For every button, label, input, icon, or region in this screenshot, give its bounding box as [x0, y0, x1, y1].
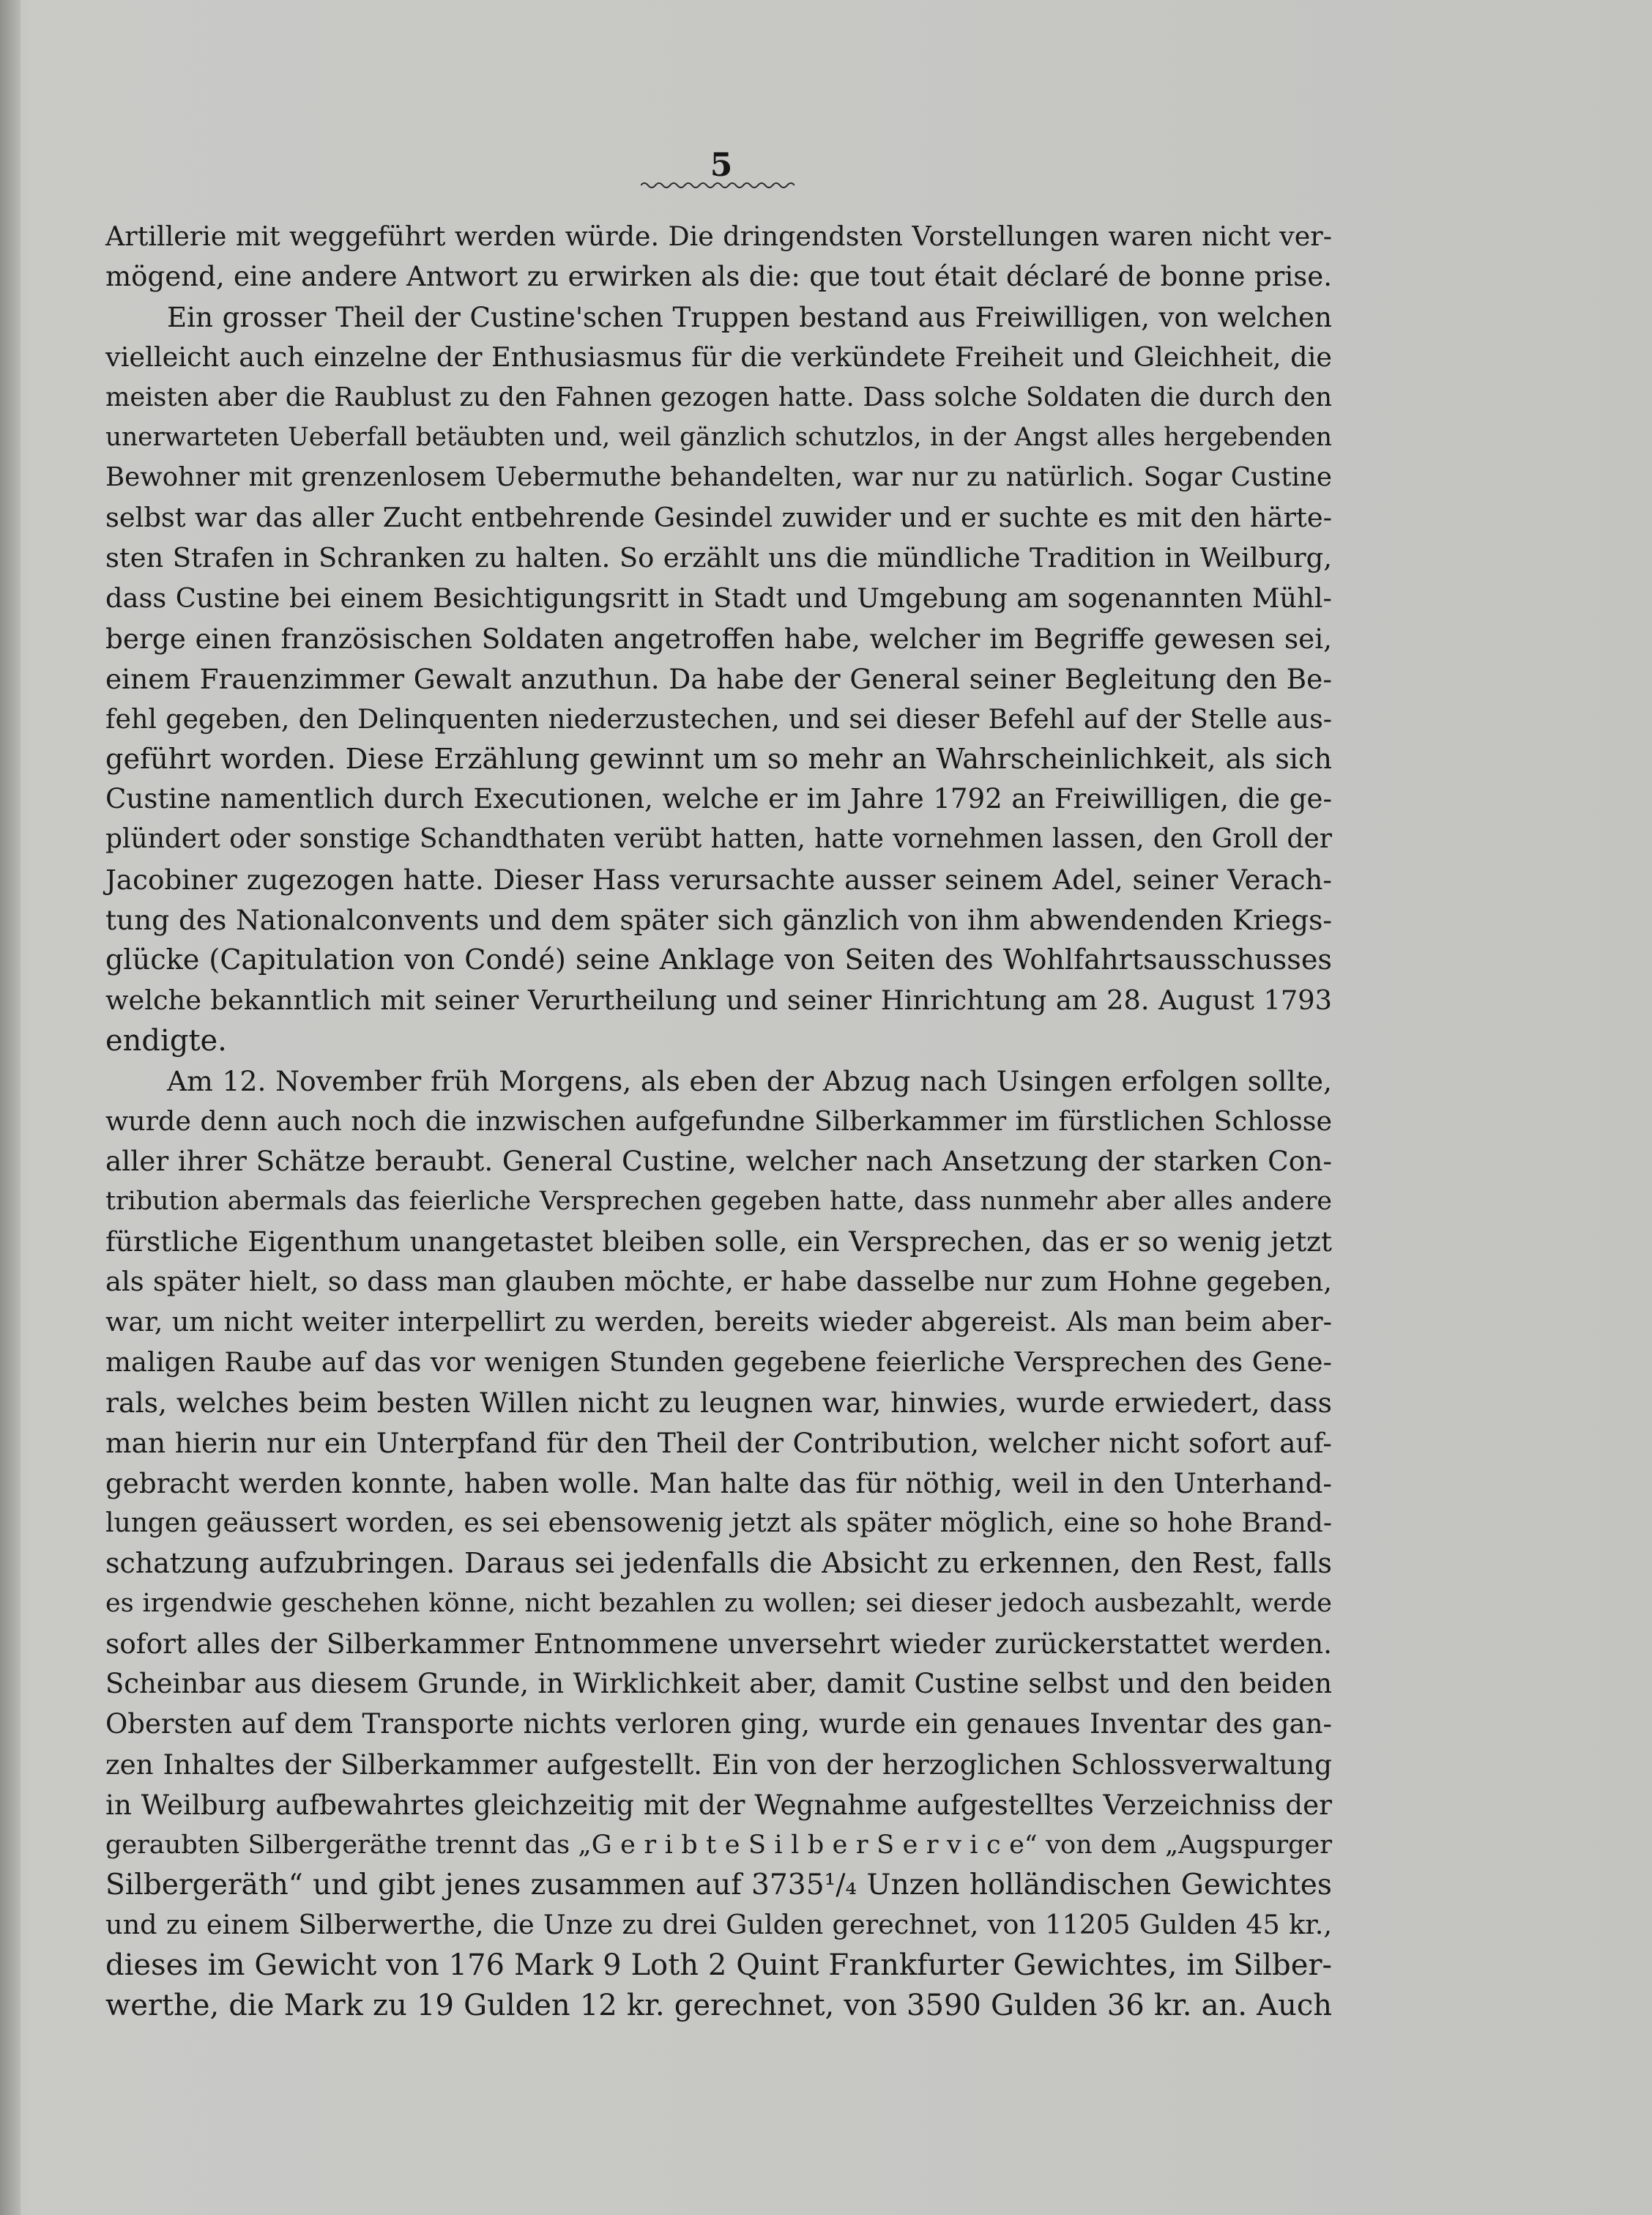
text-line: unerwarteten Ueberfall betäubten und, weil gänzlich schutzlos, in der Angst alles hergebenden — [105, 423, 1332, 453]
text-line: rals, welches beim besten Willen nicht zu leugnen war, hinwies, wurde erwiedert, dass — [105, 1386, 1332, 1419]
text-line: berge einen französischen Soldaten angetroffen habe, welcher im Begriffe gewesen sei, — [105, 622, 1332, 655]
text-line: aller ihrer Schätze beraubt. General Custine, welcher nach Ansetzung der starken Con- — [105, 1145, 1332, 1178]
text-line: Artillerie mit weggeführt werden würde. Die dringendsten Vorstellungen waren nicht ver- — [105, 220, 1332, 252]
wavy-rule-ornament — [641, 180, 795, 190]
text-line: geraubten Silbergeräthe trennt das „G e r i b t e S i l b e r S e r v i c e“ von dem „Augspurger — [105, 1829, 1332, 1860]
text-line: gebracht werden konnte, haben wolle. Man halte das für nöthig, weil in den Unterhand- — [105, 1466, 1332, 1499]
text-line: werthe, die Mark zu 19 Gulden 12 kr. gerechnet, von 3590 Gulden 36 kr. an. Auch — [105, 1989, 1332, 2023]
text-line: tung des Nationalconvents und dem später sich gänzlich von ihm abwendenden Kriegs- — [105, 904, 1332, 937]
text-line: Ein grosser Theil der Custine'schen Truppen bestand aus Freiwilligen, von welchen — [167, 300, 1332, 333]
text-line: mögend, eine andere Antwort zu erwirken als die: que tout était déclaré de bonne prise. — [105, 260, 1332, 292]
text-line: meisten aber die Raublust zu den Fahnen gezogen hatte. Dass solche Soldaten die durch den — [105, 382, 1332, 412]
body-text — [105, 217, 1332, 2026]
text-line: zen Inhaltes der Silberkammer aufgestellt. Ein von der herzoglichen Schlossverwaltung — [105, 1748, 1332, 1781]
text-line: tribution abermals das feierliche Versprechen gegeben hatte, dass nunmehr aber alles andere — [105, 1187, 1332, 1217]
text-line: dass Custine bei einem Besichtigungsritt in Stadt und Umgebung am sogenannten Mühl- — [105, 582, 1332, 615]
text-line: Custine namentlich durch Executionen, welche er im Jahre 1792 an Freiwilligen, die ge- — [105, 783, 1332, 815]
text-line: als später hielt, so dass man glauben möchte, er habe dasselbe nur zum Hohne gegeben, — [105, 1266, 1332, 1298]
text-line: wurde denn auch noch die inzwischen aufgefundne Silberkammer im fürstlichen Schlosse — [105, 1105, 1332, 1137]
page-number: 5 — [710, 146, 733, 184]
text-line: plündert oder sonstige Schandthaten verübt hatten, hatte vornehmen lassen, den Groll der — [105, 824, 1332, 855]
text-line: fürstliche Eigenthum unangetastet bleiben solle, ein Versprechen, das er so wenig jetzt — [105, 1225, 1332, 1258]
text-line: Jacobiner zugezogen hatte. Dieser Hass verursachte ausser seinem Adel, seiner Verach- — [105, 864, 1332, 897]
text-line: endigte. — [105, 1023, 227, 1058]
text-line: maligen Raube auf das vor wenigen Stunden gegebene feierliche Versprechen des Gene- — [105, 1346, 1332, 1378]
text-line: welche bekanntlich mit seiner Verurtheilung und seiner Hinrichtung am 28. August 1793 — [105, 984, 1332, 1016]
text-line: einem Frauenzimmer Gewalt anzuthun. Da habe der General seiner Begleitung den Be- — [105, 662, 1332, 695]
text-line: sten Strafen in Schranken zu halten. So erzählt uns die mündliche Tradition in Weilburg, — [105, 542, 1332, 574]
text-line: in Weilburg aufbewahrtes gleichzeitig mit der Wegnahme aufgestelltes Verzeichniss der — [105, 1788, 1332, 1821]
text-line: Am 12. November früh Morgens, als eben der Abzug nach Usingen erfolgen sollte, — [167, 1064, 1332, 1097]
text-line: und zu einem Silberwerthe, die Unze zu drei Gulden gerechnet, von 11205 Gulden 45 kr., — [105, 1909, 1332, 1941]
text-line: Bewohner mit grenzenlosem Uebermuthe behandelten, war nur zu natürlich. Sogar Custine — [105, 462, 1332, 493]
text-line: geführt worden. Diese Erzählung gewinnt um so mehr an Wahrscheinlichkeit, als sich — [105, 743, 1332, 776]
text-line: es irgendwie geschehen könne, nicht bezahlen zu wollen; sei dieser jedoch ausbezahlt, werde — [105, 1589, 1332, 1619]
text-line: glücke (Capitulation von Condé) seine Anklage von Seiten des Wohlfahrtsausschusses — [105, 944, 1332, 977]
text-line: war, um nicht weiter interpellirt zu werden, bereits wieder abgereist. Als man beim aber- — [105, 1306, 1332, 1338]
text-line: fehl gegeben, den Delinquenten niederzustechen, und sei dieser Befehl auf der Stelle aus- — [105, 702, 1332, 735]
text-line: dieses im Gewicht von 176 Mark 9 Loth 2 Quint Frankfurter Gewichtes, im Silber- — [105, 1948, 1332, 1983]
text-line: Scheinbar aus diesem Grunde, in Wirklichkeit aber, damit Custine selbst und den beiden — [105, 1668, 1332, 1700]
text-line: lungen geäussert worden, es sei ebensowenig jetzt als später möglich, eine so hohe Brand- — [105, 1507, 1332, 1538]
text-line: schatzung aufzubringen. Daraus sei jedenfalls die Absicht zu erkennen, den Rest, falls — [105, 1547, 1332, 1580]
text-line: selbst war das aller Zucht entbehrende Gesindel zuwider und er suchte es mit den härte- — [105, 502, 1332, 534]
text-line: Silbergeräth“ und gibt jenes zusammen auf 3735¹/₄ Unzen holländischen Gewichtes — [105, 1868, 1332, 1902]
text-line: sofort alles der Silberkammer Entnommene unversehrt wieder zurückerstattet werden. — [105, 1628, 1332, 1661]
text-line: Obersten auf dem Transporte nichts verloren ging, wurde ein genaues Inventar des gan- — [105, 1707, 1332, 1740]
text-line: man hierin nur ein Unterpfand für den Theil der Contribution, welcher nicht sofort auf- — [105, 1426, 1332, 1459]
page-edge-shadow — [0, 0, 21, 2215]
text-line: vielleicht auch einzelne der Enthusiasmus für die verkündete Freiheit und Gleichheit, die — [105, 341, 1332, 373]
